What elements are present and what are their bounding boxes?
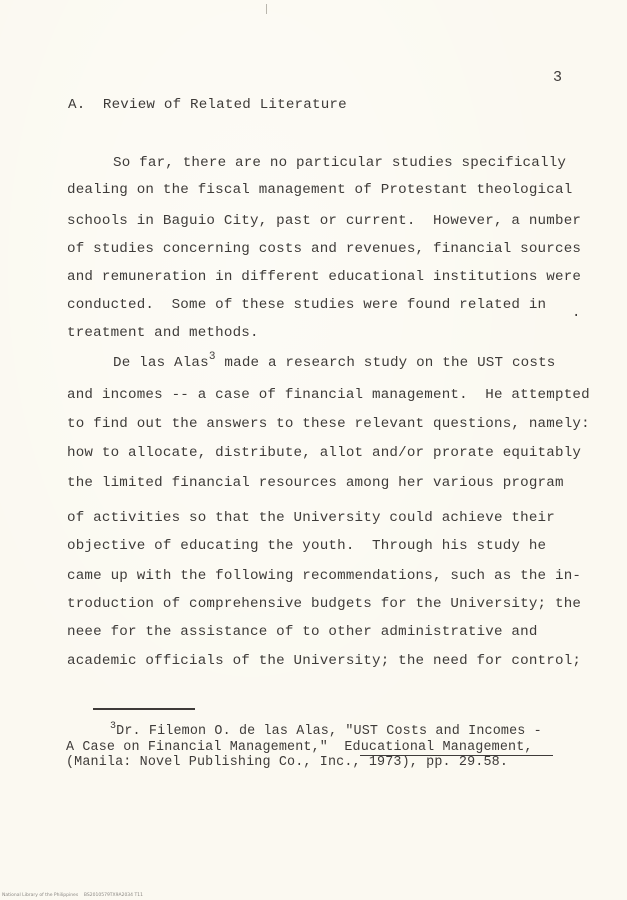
body-line-5: and remuneration in different educational institutions were	[67, 269, 582, 285]
body-line-14: objective of educating the youth. Through his study he	[67, 538, 547, 554]
body-line-15: came up with the following recommendations, such as the in-	[67, 568, 582, 584]
footnote-line-3: (Manila: Novel Publishing Co., Inc., 1973), pp. 29.58.	[66, 755, 509, 770]
body-line-2: dealing on the fiscal management of Protestant theological	[67, 182, 573, 198]
body-line-4: of studies concerning costs and revenues, financial sources	[67, 241, 582, 257]
page-number: 3	[553, 69, 563, 86]
body-line-3: schools in Baguio City, past or current. However, a number	[67, 213, 582, 229]
stray-mark: .	[572, 305, 581, 321]
body-line-17: neee for the assistance of to other administrative and	[67, 624, 538, 640]
body-line-8	[113, 351, 556, 373]
footnote-line-1	[110, 721, 542, 741]
scan-mark	[266, 4, 267, 14]
footnote-separator	[93, 708, 195, 710]
footnote-journal-title: Educational Management	[344, 740, 525, 755]
body-line-13: of activities so that the University could achieve their	[67, 510, 555, 526]
body-line-7: treatment and methods.	[67, 325, 259, 341]
body-line-18: academic officials of the University; the need for control;	[67, 653, 582, 669]
footnote-marker: 3	[110, 721, 117, 732]
body-line-6: conducted. Some of these studies were found related in	[67, 297, 547, 313]
author-name: De las Alas	[113, 355, 209, 371]
body-line-8-rest: made a research study on the UST costs	[215, 355, 556, 371]
body-line-16: troduction of comprehensive budgets for the University; the	[67, 596, 582, 612]
body-line-11: how to allocate, distribute, allot and/or prorate equitably	[67, 445, 582, 461]
footnote-line-2-start: A Case on Financial Management,"	[66, 740, 345, 755]
footnote-line-2-end: ,	[524, 740, 533, 755]
section-heading: A. Review of Related Literature	[68, 97, 347, 113]
body-line-1: So far, there are no particular studies specifically	[113, 155, 567, 171]
archive-stamp: National Library of the Philippines BS2010579TX9A2034 T11	[2, 893, 143, 898]
body-line-10: to find out the answers to these relevant questions, namely:	[67, 416, 590, 432]
body-line-12: the limited financial resources among her various program	[67, 475, 564, 491]
footnote-line-1-text: Dr. Filemon O. de las Alas, "UST Costs and Incomes -	[116, 724, 542, 739]
footnote-reference: 3	[208, 351, 216, 363]
footnote-line-2	[66, 740, 533, 756]
body-line-9: and incomes -- a case of financial management. He attempted	[67, 387, 590, 403]
